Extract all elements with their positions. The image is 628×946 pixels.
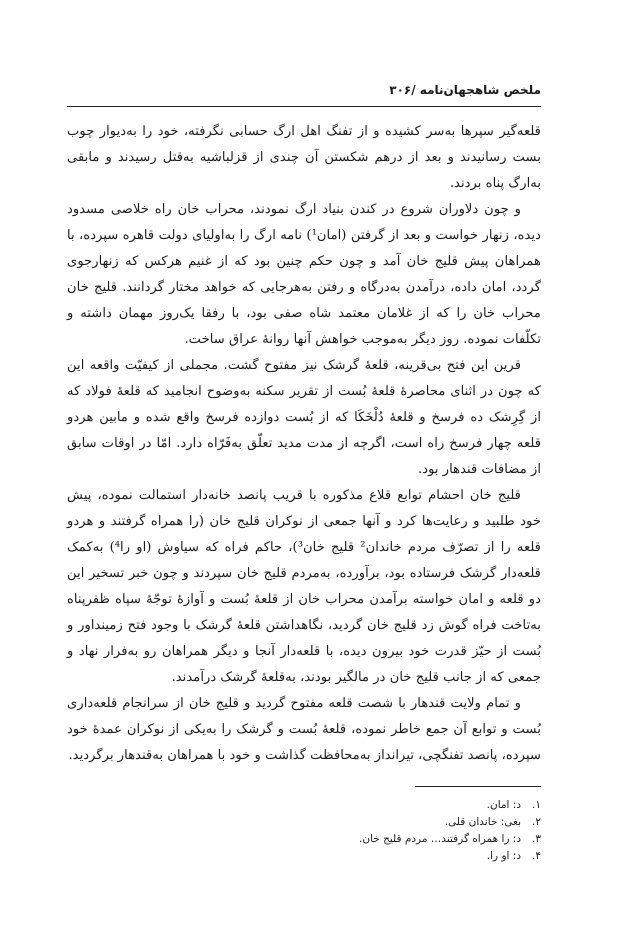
footnote-number: ۱. <box>532 799 541 811</box>
footnote-rule <box>415 786 541 787</box>
header-rule <box>67 106 541 107</box>
body-text <box>67 119 541 769</box>
footnote-text: بغی: خاندان قلی. <box>444 816 521 828</box>
paragraph: قرین این فتح بی‌قرینه، قلعهٔ گرشک نیز مفتوح گشت. مجملی از کیفیّت واقعه این که چون در اثنای محاصرهٔ قلعهٔ بُست از تقریر سکنه به‌وضوح انجامید که قلعهٔ فولاد که از گِرِشک ده فرسخ و قلعهٔ دُلْخَکَا که از بُست دوازده فرسخ واقع شده و مابین هردو قلعه چهار فرسخ راه است، اگرچه از مدت مدید تعلّق به‌فَرّاه دارد. امّا در اوقات سابق از مضافات قندهار بود. <box>67 358 541 477</box>
paragraph: و چون دلاوران شروع در کندن بنیاد ارگ نمودند، محراب خان راه خلاصی مسدود دیده، زنهار خواست و بعد از گرفتن (امان¹) نامه ارگ را به‌اولیای دولت قاهره سپرده، با همراهان پیش قلیج خان آمد و چون حکم چنین بود که از غنیم هرکس که زنهارجوی گردد، امان داده، درآمدن به‌درگاه و رفتن به‌هرجایی که خواهد مختار گردانند. قلیج خان محراب خان را که از غلامان معتمد شاه صفی بود، با رفقا یک‌روز مهمان داشته و تکلّفات نموده. روز دیگر به‌موجب خواهش آنها روانهٔ عراق ساخت. <box>67 202 541 347</box>
footnote <box>67 797 541 814</box>
footnote-text: د: را همراه گرفتند… مردم قلیج خان. <box>359 833 521 845</box>
footnote-text: د: امان. <box>486 799 521 811</box>
running-header: ملخص شاهجهان‌نامه /۳۰۶ <box>389 83 541 97</box>
footnote-number: ۳. <box>532 833 541 845</box>
footnote <box>67 831 541 848</box>
footnote-number: ۲. <box>532 816 541 828</box>
footnote <box>67 814 541 831</box>
footnote-text: د: او را. <box>486 850 521 862</box>
paragraph: قلیج خان احشام توابع قلاع مذکوره با قریب پانصد خانه‌دار استمالت نموده، پیش خود طلبید و رعایت‌ها کرد و آنها جمعی از نوکران قلیج خان (را همراه گرفتند و هردو قلعه را از تصرّف مردم خاندان² قلیج خان³)، حاکم فراه که سیاوش (او را⁴) به‌کمک قلعه‌دار گرشک فرستاده بود، برآورده، به‌مردم قلیج خان سپردند و چون خبر تسخیر این دو قلعه و امان خواسته برآمدن محراب خان از قلعهٔ بُست و آوازهٔ توجّهٔ سپاه ظفرپناه به‌تاخت فراه گوش زد قلیج خان گردید، نگاهداشتن قلعهٔ گرشک با وجود فتح زمینداور و بُست از حیّز قدرت خود بیرون دیده، با قلعه‌دار آنجا و دیگر همراهان رو به‌فرار نهاد و جمعی که از جانب قلیج خان در مالگیر بودند، به‌قلعهٔ گرشک درآمدند. <box>67 488 541 685</box>
footnote-number: ۴. <box>532 850 541 862</box>
footnotes <box>67 797 541 865</box>
paragraph: قلعه‌گیر سپرها به‌سر کشیده و از تفنگ اهل ارگ حسابی نگرفته، خود را به‌دیوار چوب بست رسانیدند و بعد از درهم شکستن آن چندی از قزلباشیه به‌قتل رسیدند و مابقی به‌ارگ پناه بردند. <box>67 124 541 191</box>
paragraph: و تمام ولایت قندهار با شصت قلعه مفتوح گردید و قلیج خان از سرانجام قلعه‌داری بُست و توابع آن جمع خاطر نموده، قلعهٔ بُست و گرشک را به‌یکی از نوکران عمدهٔ خود سپرده، پانصد تفنگچی، تیرانداز به‌محافظت گذاشت و خود با همراهان به‌قندهار برگردید. <box>67 696 541 763</box>
footnote <box>67 848 541 865</box>
